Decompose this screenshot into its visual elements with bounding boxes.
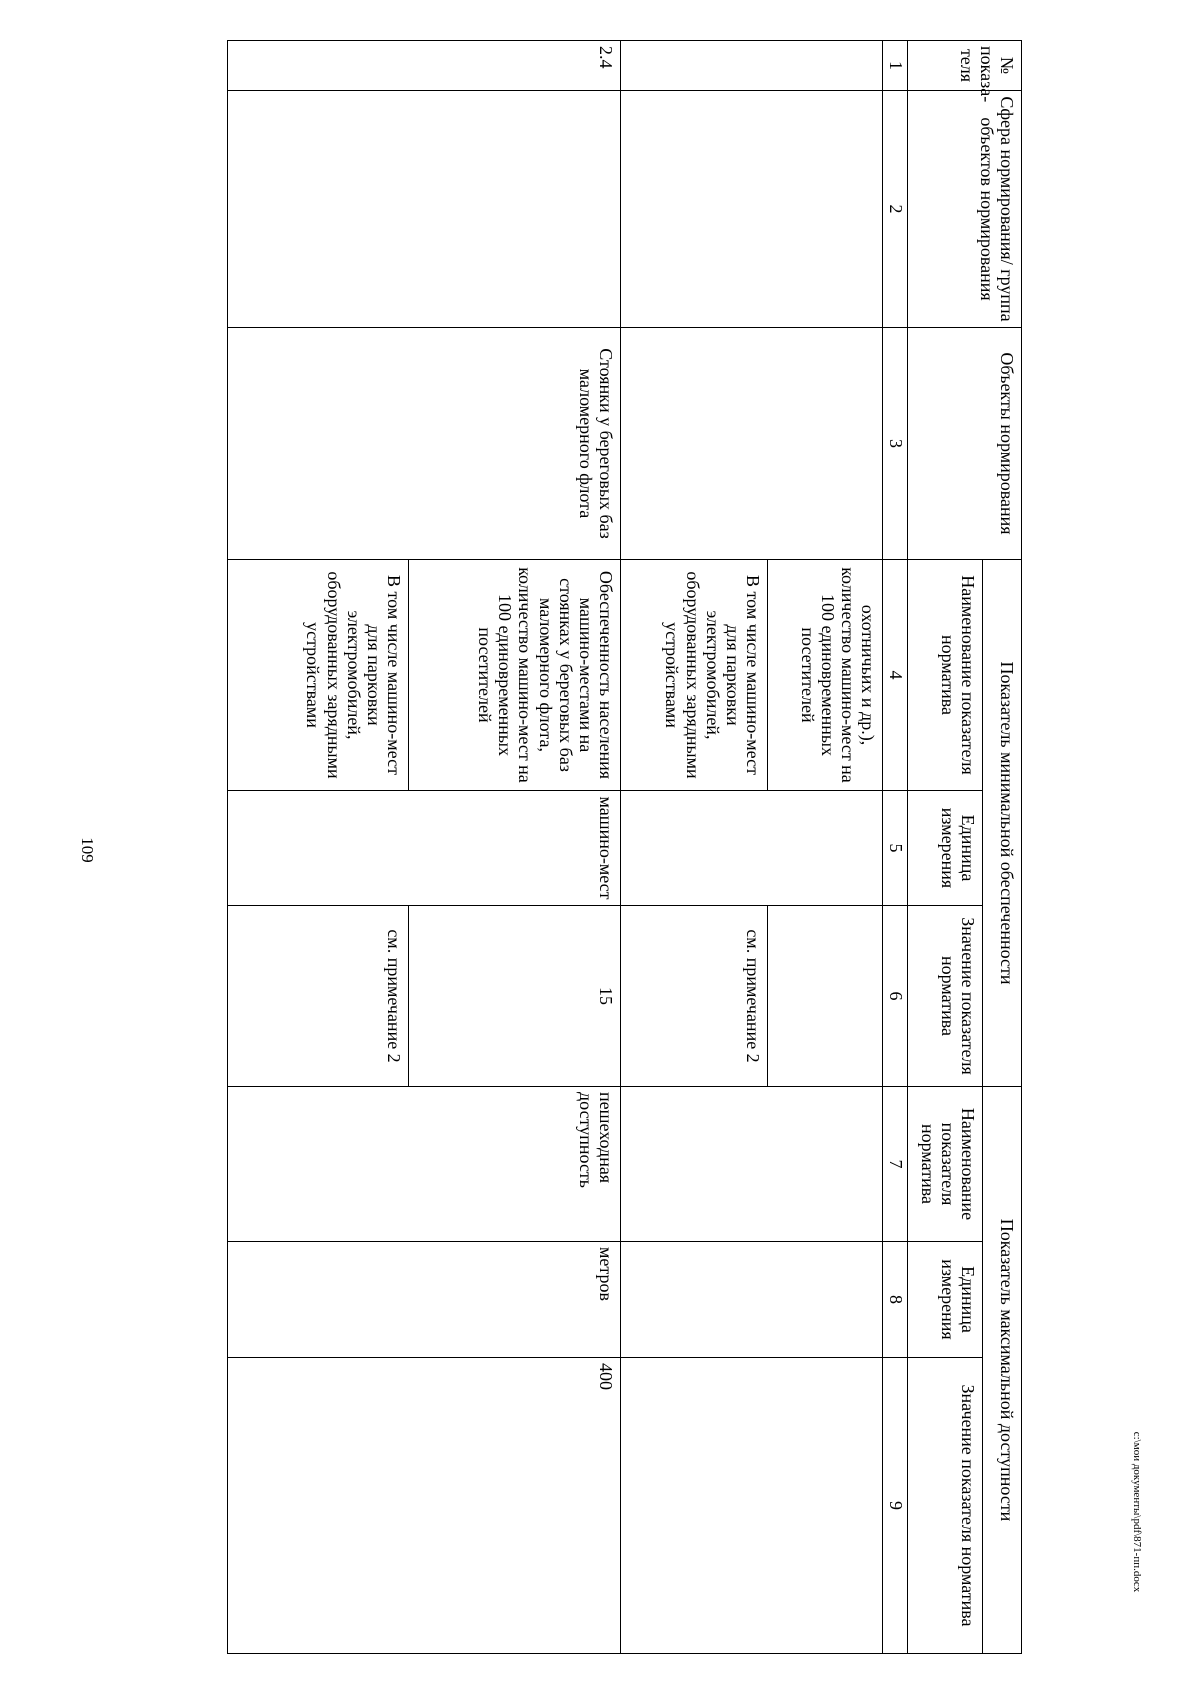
footer-file-path: c:\мои документы\pdf\871-пп.docx	[1131, 1431, 1143, 1593]
row2-unit: машино-мест	[228, 791, 621, 906]
colnum-2: 2	[883, 91, 908, 328]
colnum-4: 4	[883, 560, 908, 791]
row2-sub1-value: 15	[409, 906, 621, 1087]
header-col6: Значение показателя норматива	[908, 906, 983, 1087]
row1-unit	[621, 791, 883, 906]
header-max-accessibility: Показатель максимальной доступности	[983, 1087, 1022, 1654]
header-col5: Единица измерения	[908, 791, 983, 906]
header-col4: Наименование показателя норматива	[908, 560, 983, 791]
row1-max-name	[621, 1087, 883, 1242]
row2-sub1-name: Обеспеченность населения машино-местами на стоянках у береговых баз маломерного флота, количество машино-мест на 100 единовременных посетителей	[409, 560, 621, 791]
table-spacer	[173, 41, 228, 1654]
row1-max-value	[621, 1358, 883, 1654]
page-number: 109	[78, 837, 97, 863]
header-col7: Наименование показателя норматива	[908, 1087, 983, 1242]
row1-sub2-name: В том числе машино-мест для парковки электромобилей, оборудованных зарядными устройствами	[621, 560, 768, 791]
colnum-1: 1	[883, 41, 908, 91]
header-col8: Единица измерения	[908, 1242, 983, 1358]
header-col2: Сфера нормирования/ группа объектов нормирования	[908, 91, 1022, 328]
row1-sphere	[621, 91, 883, 328]
header-min-provision: Показатель минимальной обеспеченности	[983, 560, 1022, 1087]
colnum-3: 3	[883, 328, 908, 560]
header-col9: Значение показателя норматива	[908, 1358, 983, 1654]
colnum-7: 7	[883, 1087, 908, 1242]
row1-max-unit	[621, 1242, 883, 1358]
row2-sub2-value: см. примечание 2	[228, 906, 409, 1087]
colnum-5: 5	[883, 791, 908, 906]
row2-max-value: 400	[228, 1358, 621, 1654]
row2-max-name: пешеходная доступность	[228, 1087, 621, 1242]
row2-sphere	[228, 91, 621, 328]
table-container	[173, 40, 1022, 1653]
row1-sub1-value	[768, 906, 883, 1087]
colnum-8: 8	[883, 1242, 908, 1358]
header-col3: Объекты нормирования	[908, 328, 1022, 560]
row2-object: Стоянки у береговых баз маломерного флота	[228, 328, 621, 560]
colnum-6: 6	[883, 906, 908, 1087]
colnum-9: 9	[883, 1358, 908, 1654]
row1-num	[621, 41, 883, 91]
row1-sub2-value: см. примечание 2	[621, 906, 768, 1087]
row2-num: 2.4	[228, 41, 621, 91]
row1-sub1-name: охотничьих и др.), количество машино-мест на 100 единовременных посетителей	[768, 560, 883, 791]
row1-object	[621, 328, 883, 560]
norms-table	[173, 40, 1023, 1654]
row2-max-unit: метров	[228, 1242, 621, 1358]
header-col1: № показа-теля	[908, 41, 1022, 91]
row2-sub2-name: В том числе машино-мест для парковки электромобилей, оборудованных зарядными устройствами	[228, 560, 409, 791]
